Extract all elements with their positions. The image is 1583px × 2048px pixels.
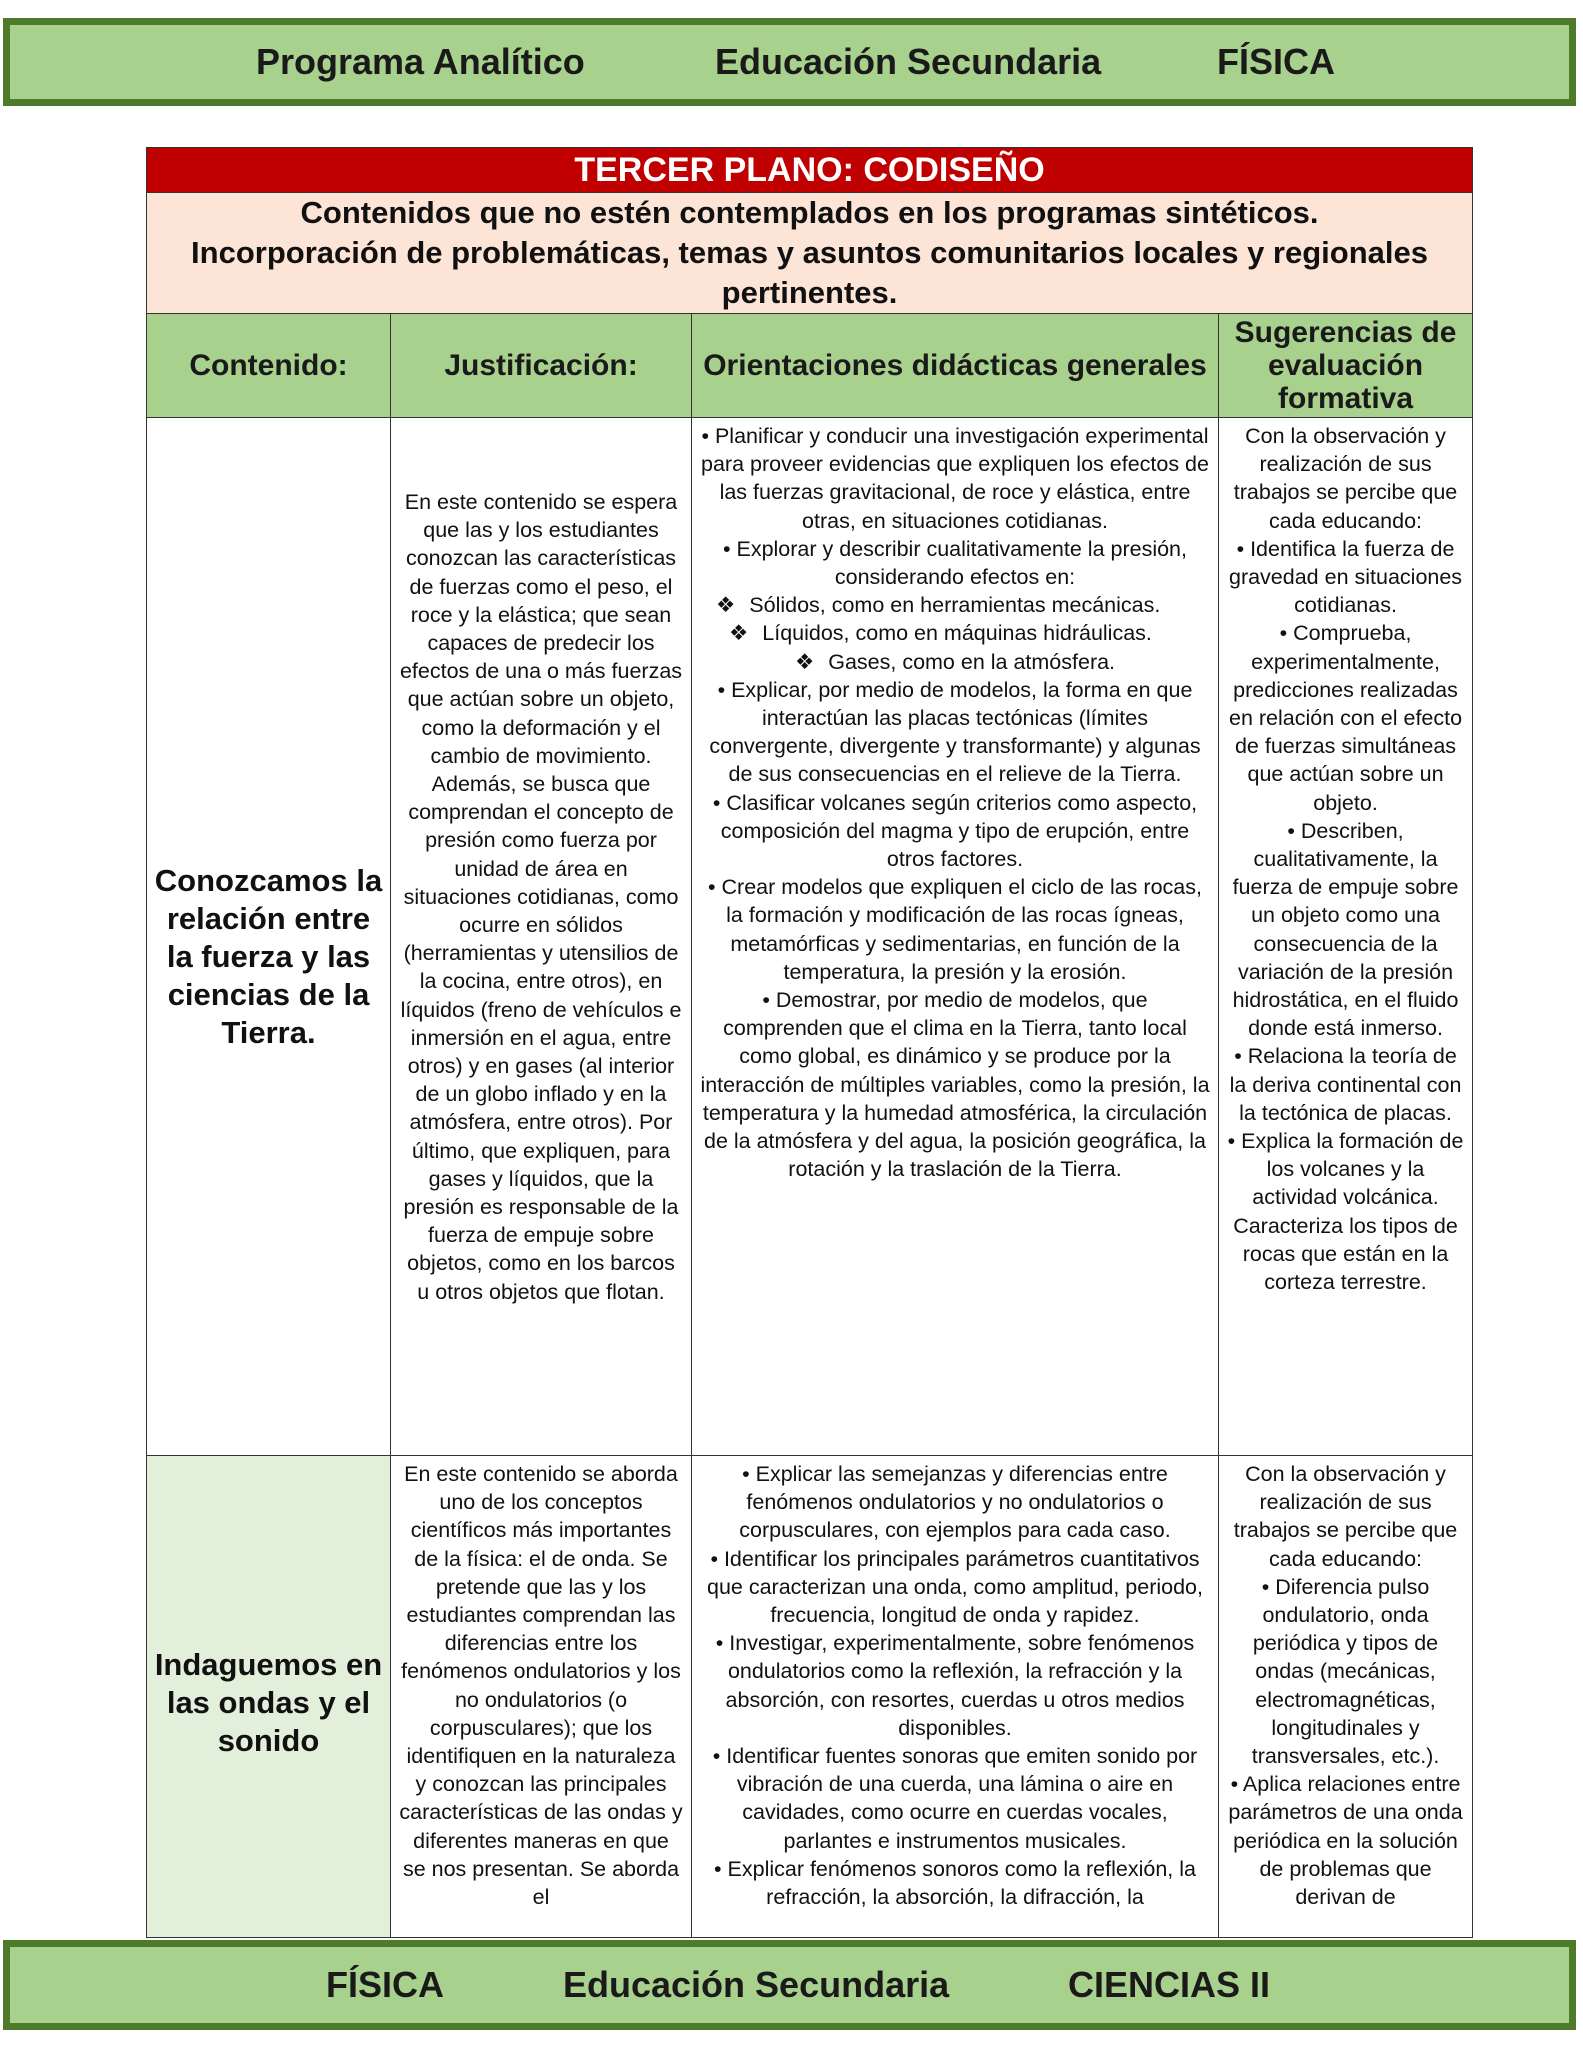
header-subject: FÍSICA — [1217, 41, 1336, 82]
header-program-title: Programa Analítico — [256, 41, 585, 82]
orientation-subitem: ❖ Líquidos, como en máquinas hidráulicas. — [729, 621, 1152, 646]
justification-cell — [391, 1456, 692, 1938]
header-education-level: Educación Secundaria — [715, 41, 1102, 82]
evaluation-item: Con la observación y realización de sus trabajos se percibe que cada educando: — [1233, 1462, 1458, 1571]
table-row — [147, 1456, 1473, 1938]
evaluation-item: Con la observación y realización de sus trabajos se percibe que cada educando: — [1233, 424, 1458, 533]
diamond-bullet-icon: ❖ — [794, 649, 815, 674]
table-subtitle-line2: Incorporación de problemáticas, temas y asuntos comunitarios locales y regionales pertinentes. — [191, 235, 1428, 310]
orientation-item: • Demostrar, por medio de modelos, que comprenden que el clima en la Tierra, tanto local como global, es dinámico y se produce por la interacción de múltiples variables, como la presión, la temperatura y la humedad atmosférica, la circulación de la atmósfera y del agua, la posición geográfica, la rotación y la traslación de la Tierra. — [700, 988, 1210, 1182]
orientation-item: • Planificar y conducir una investigación experimental para proveer evidencias que expliquen los efectos de las fuerzas gravitacional, de roce y elástica, entre otras, en situaciones cotidianas. — [701, 424, 1209, 533]
table-row — [147, 418, 1473, 1456]
content-cell: Conozcamos la relación entre la fuerza y las ciencias de la Tierra. — [147, 418, 391, 1456]
codesign-table — [146, 147, 1473, 1938]
orientations-cell — [692, 418, 1219, 1456]
orientation-item: • Explicar, por medio de modelos, la forma en que interactúan las placas tectónicas (límites convergente, divergente y transformante) y algunas de sus consecuencias en el relieve de la Tierra. — [709, 677, 1201, 787]
footer-education-level: Educación Secundaria — [563, 1964, 950, 2005]
diamond-bullet-icon: ❖ — [729, 621, 749, 646]
diamond-bullet-icon: ❖ — [716, 593, 736, 618]
orientation-item: • Identificar los principales parámetros cuantitativos que caracterizan una onda, como amplitud, periodo, frecuencia, longitud de onda y rapidez. — [706, 1546, 1203, 1628]
column-header-justification: Justificación: — [391, 314, 692, 418]
orientation-subitem: ❖ Sólidos, como en herramientas mecánicas. — [716, 593, 1161, 618]
orientation-item: • Clasificar volcanes según criterios como aspecto, composición del magma y tipo de erupción, entre otros factores. — [712, 790, 1198, 872]
column-header-orientations: Orientaciones didácticas generales — [692, 314, 1219, 418]
justification-text: En este contenido se espera que las y los estudiantes conozcan las características de fuerzas como el peso, el roce y la elástica; que sean capaces de predecir los efectos de una o más fuerzas que actúan sobre un objeto, como la deformación y el cambio de movimiento. Además, se busca que comprendan el concepto de presión como fuerza por unidad de área en situaciones cotidianas, como ocurre en sólidos (herramientas y utensilios de la cocina, entre otros), en líquidos (freno de vehículos e inmersión en el agua, entre otros) y en gases (al interior de un globo inflado y en la atmósfera, entre otros). Por último, que expliquen, para gases y líquidos, que la presión es responsable de la fuerza de empuje sobre objetos, como en los barcos u otros objetos que flotan. — [399, 490, 683, 1304]
justification-text: En este contenido se aborda uno de los conceptos científicos más importantes de la física: el de onda. Se pretende que las y los estudiantes comprendan las diferencias entre los fenómenos ondulatorios y los no ondulatorios (o corpusculares); que los identifiquen en la naturaleza y conozcan las principales características de las ondas y diferentes maneras en que se nos presentan. Se aborda el — [399, 1462, 683, 1910]
evaluation-item: • Identifica la fuerza de gravedad en situaciones cotidianas. — [1228, 536, 1463, 618]
evaluation-cell — [1219, 1456, 1473, 1938]
orientation-subitem: ❖ Gases, como en la atmósfera. — [794, 649, 1116, 674]
footer-band — [3, 1940, 1576, 2030]
evaluation-item: • Explica la formación de los volcanes y la actividad volcánica. Caracteriza los tipos de rocas que están en la corteza terrestre. — [1227, 1129, 1464, 1295]
column-header-content: Contenido: — [147, 314, 391, 418]
evaluation-item: • Diferencia pulso ondulatorio, onda periódica y tipos de ondas (mecánicas, electromagnéticas, longitudinales y transversales, etc.). — [1251, 1574, 1440, 1769]
orientation-item: • Investigar, experimentalmente, sobre fenómenos ondulatorios como la reflexión, la refracción y la absorción, con resortes, cuerdas u otros medios disponibles. — [715, 1631, 1195, 1740]
header-band — [3, 18, 1576, 106]
evaluation-cell — [1219, 418, 1473, 1456]
content-cell: Indaguemos en las ondas y el sonido — [147, 1456, 391, 1938]
evaluation-item: • Describen, cualitativamente, la fuerza de empuje sobre un objeto como una consecuencia de la variación de la presión hidrostática, en el fluido donde está inmerso. — [1232, 818, 1459, 1041]
table-subtitle — [147, 193, 1473, 314]
evaluation-item: • Comprueba, experimentalmente, predicciones realizadas en relación con el efecto de fuerzas simultáneas que actúan sobre un objeto. — [1228, 621, 1463, 815]
column-header-evaluation: Sugerencias de evaluación formativa — [1219, 314, 1473, 418]
orientation-item: • Explorar y describir cualitativamente la presión, considerando efectos en: — [722, 536, 1187, 590]
orientation-item: • Crear modelos que expliquen el ciclo de las rocas, la formación y modificación de las rocas ígneas, metamórficas y sedimentarias, en función de la temperatura, la presión y la erosión. — [708, 875, 1202, 984]
evaluation-item: • Aplica relaciones entre parámetros de una onda periódica en la solución de problemas que derivan de — [1228, 1772, 1463, 1910]
table-title: TERCER PLANO: CODISEÑO — [147, 148, 1473, 193]
footer-area: CIENCIAS II — [1068, 1964, 1271, 2005]
justification-cell — [391, 418, 692, 1456]
orientation-item: • Explicar fenómenos sonoros como la reflexión, la refracción, la absorción, la difracción, la — [714, 1856, 1196, 1910]
orientation-item: • Identificar fuentes sonoras que emiten sonido por vibración de una cuerda, una lámina o aire en cavidades, como ocurre en cuerdas vocales, parlantes e instrumentos musicales. — [712, 1744, 1198, 1853]
table-subtitle-line1: Contenidos que no estén contemplados en los programas sintéticos. — [300, 195, 1319, 230]
evaluation-item: • Relaciona la teoría de la deriva continental con la tectónica de placas. — [1229, 1044, 1462, 1125]
orientations-cell — [692, 1456, 1219, 1938]
orientation-item: • Explicar las semejanzas y diferencias entre fenómenos ondulatorios y no ondulatorios o corpusculares, con ejemplos para cada caso. — [739, 1462, 1171, 1543]
footer-subject: FÍSICA — [326, 1964, 445, 2005]
